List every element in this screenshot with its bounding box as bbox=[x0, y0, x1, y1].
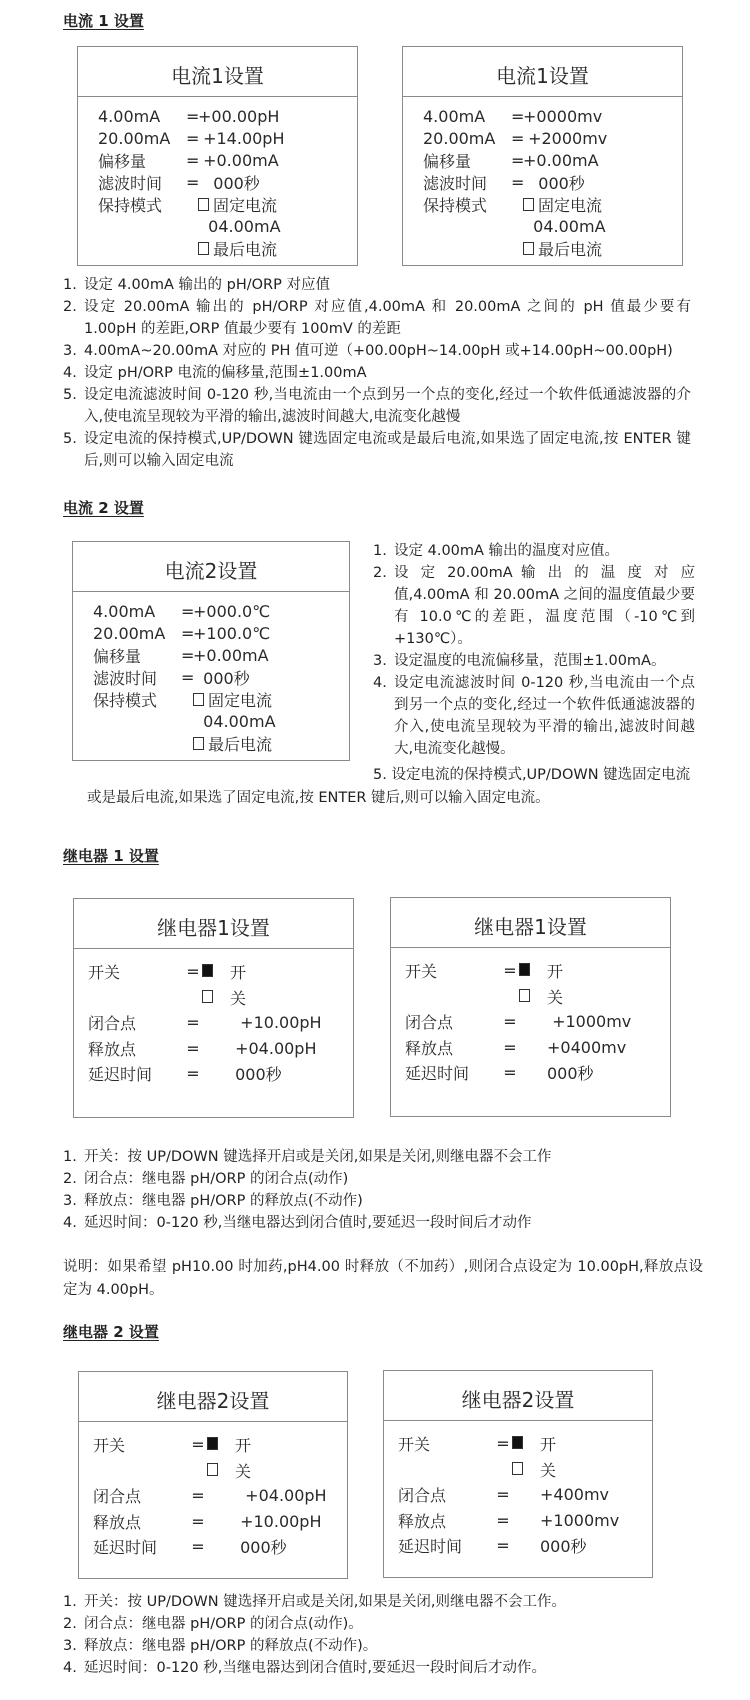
note-number: 3. bbox=[63, 343, 77, 359]
panel-row bbox=[391, 984, 670, 1010]
equals-sign: = bbox=[511, 172, 525, 192]
note-number: 5. bbox=[63, 387, 77, 403]
note-item bbox=[63, 1635, 703, 1657]
row-value: 开 bbox=[540, 1435, 557, 1455]
panel-row bbox=[403, 149, 682, 171]
panel-row bbox=[73, 732, 349, 754]
row-value: 000秒 bbox=[235, 1538, 287, 1558]
equals-sign: = bbox=[503, 961, 517, 981]
note-item bbox=[373, 562, 695, 650]
panel-row bbox=[79, 1458, 347, 1484]
row-label: 闭合点 bbox=[88, 1014, 137, 1034]
note-item bbox=[63, 384, 691, 428]
row-label: 20.00mA bbox=[98, 128, 171, 148]
panel-row bbox=[384, 1533, 652, 1559]
row-label: 开关 bbox=[405, 962, 438, 982]
row-label: 释放点 bbox=[405, 1038, 454, 1058]
panel-row bbox=[403, 237, 682, 259]
row-value: +400mv bbox=[540, 1485, 609, 1505]
relay1-explanation: 说明：如果希望 pH10.00 时加药,pH4.00 时释放（不加药）,则闭合点设定为 10.00pH,释放点设定为 4.00pH。 bbox=[63, 1259, 703, 1298]
note-text: 设定 4.00mA 输出的温度对应值。 bbox=[394, 543, 620, 559]
equals-sign: = bbox=[191, 1435, 205, 1455]
panel-row bbox=[78, 237, 357, 259]
checkbox-cell bbox=[519, 987, 547, 1006]
row-value: 000秒 bbox=[193, 668, 250, 688]
row-label: 偏移量 bbox=[93, 646, 142, 666]
panel-row bbox=[74, 1010, 353, 1036]
row-value: +100.0℃ bbox=[193, 623, 271, 643]
note-text: 设定电流滤波时间 0-120 秒,当电流由一个点到另一个点的变化,经过一个软件低通滤波器的介入,使电流呈现较为平滑的输出,滤波时间越大,电流变化越慢 bbox=[84, 387, 691, 425]
note-text: 设定温度的电流偏移量，范围±1.00mA。 bbox=[394, 653, 666, 669]
note-number: 2. bbox=[63, 1171, 77, 1187]
row-value: +10.00pH bbox=[235, 1511, 322, 1531]
equals-sign: = bbox=[191, 1486, 205, 1506]
row-label: 释放点 bbox=[398, 1511, 447, 1531]
checkbox-empty-icon bbox=[207, 1463, 218, 1476]
row-value: 开 bbox=[547, 962, 564, 982]
row-label: 延迟时间 bbox=[88, 1065, 153, 1085]
relay2-orp-panel bbox=[383, 1370, 653, 1578]
equals-sign: = bbox=[181, 601, 195, 621]
row-value: 000秒 bbox=[198, 173, 260, 193]
panel-row bbox=[73, 600, 349, 622]
checkbox-empty-icon bbox=[202, 990, 213, 1003]
panel-row bbox=[384, 1508, 652, 1534]
row-label: 闭合点 bbox=[398, 1486, 447, 1506]
panel-row bbox=[74, 1036, 353, 1062]
panel-row bbox=[391, 958, 670, 984]
row-label: 4.00mA bbox=[423, 106, 486, 126]
note-number: 2. bbox=[63, 1616, 77, 1632]
row-label: 4.00mA bbox=[93, 601, 156, 621]
note-text: 设 定 20.00mA 输 出 的 温 度 对 应 值,4.00mA 和 20.00mA 之间的温度值最少要有 10.0℃的差距，温度范围（-10℃到+130℃）。 bbox=[394, 565, 695, 647]
row-value: +0.00mA bbox=[523, 150, 599, 170]
note-text: 设定 20.00mA 输出的 pH/ORP 对应值,4.00mA 和 20.00mA 之间的 pH 值最少要有 1.00pH 的差距,ORP 值最少要有 100mV 的差距 bbox=[84, 299, 691, 337]
note-number: 2. bbox=[63, 299, 77, 315]
relay1-orp-panel bbox=[390, 897, 671, 1117]
equals-sign: = bbox=[186, 1038, 200, 1058]
row-label: 开关 bbox=[88, 963, 121, 983]
row-value: 000秒 bbox=[547, 1064, 594, 1084]
note-number: 1. bbox=[63, 1149, 77, 1165]
equals-sign: = bbox=[511, 128, 525, 148]
row-value: +04.00pH bbox=[235, 1486, 327, 1506]
panel-row bbox=[384, 1431, 652, 1457]
row-value: 000秒 bbox=[230, 1065, 282, 1085]
equals-sign: = bbox=[511, 150, 525, 170]
note-text: 开关：按 UP/DOWN 键选择开启或是关闭,如果是关闭,则继电器不会工作。 bbox=[84, 1594, 566, 1610]
row-value: +00.00pH bbox=[198, 106, 280, 126]
panel-row bbox=[79, 1432, 347, 1458]
row-label: 释放点 bbox=[88, 1039, 137, 1059]
note-text: 释放点：继电器 pH/ORP 的释放点(不动作)。 bbox=[84, 1638, 378, 1654]
note-item bbox=[63, 428, 691, 472]
panel-title: 继电器2设置 bbox=[384, 1371, 652, 1421]
panel-title: 继电器1设置 bbox=[391, 898, 670, 948]
row-value: +0400mv bbox=[547, 1037, 627, 1057]
row-value: +000.0℃ bbox=[193, 601, 271, 621]
checkbox-empty-icon bbox=[193, 693, 204, 706]
current1-notes bbox=[63, 274, 691, 472]
note-text: 4.00mA~20.00mA 对应的 PH 值可逆（+00.00pH~14.00pH 或+14.00pH~00.00pH) bbox=[84, 343, 673, 359]
row-value: 04.00mA bbox=[523, 216, 606, 236]
checkbox-checked-icon bbox=[202, 964, 213, 977]
note-text: 延迟时间：0-120 秒,当继电器达到闭合值时,要延迟一段时间后才动作 bbox=[84, 1215, 532, 1231]
note-number: 2. bbox=[373, 565, 387, 581]
checkbox-empty-icon bbox=[523, 198, 534, 211]
note-number: 4. bbox=[373, 675, 387, 691]
row-value: +04.00pH bbox=[230, 1038, 317, 1058]
row-label: 延迟时间 bbox=[93, 1538, 158, 1558]
equals-sign: = bbox=[186, 1064, 200, 1084]
panel-row bbox=[79, 1509, 347, 1535]
equals-sign: = bbox=[181, 667, 195, 687]
panel-title: 电流1设置 bbox=[78, 47, 357, 97]
note-item bbox=[63, 1212, 703, 1234]
checkbox-cell bbox=[202, 962, 230, 981]
row-value: +1000mv bbox=[540, 1510, 620, 1530]
note-item bbox=[63, 340, 691, 362]
row-label: 滤波时间 bbox=[98, 173, 163, 193]
equals-sign: = bbox=[181, 645, 195, 665]
equals-sign: = bbox=[496, 1510, 510, 1530]
panel-row bbox=[73, 666, 349, 688]
panel-row bbox=[73, 688, 349, 710]
panel-title: 电流1设置 bbox=[403, 47, 682, 97]
row-value: 最后电流 bbox=[538, 239, 603, 259]
equals-sign: = bbox=[503, 1063, 517, 1083]
row-label: 闭合点 bbox=[405, 1013, 454, 1033]
row-value: 04.00mA bbox=[193, 711, 276, 731]
relay1-notes bbox=[63, 1146, 703, 1234]
row-label: 20.00mA bbox=[93, 623, 166, 643]
note-text: 设定电流的保持模式,UP/DOWN 键选固定电流或是最后电流,如果选了固定电流,按 ENTER 键后,则可以输入固定电流 bbox=[84, 431, 691, 469]
panel-row bbox=[79, 1534, 347, 1560]
note-text: 延迟时间：0-120 秒,当继电器达到闭合值时,要延迟一段时间后才动作。 bbox=[84, 1660, 546, 1676]
panel-row bbox=[78, 105, 357, 127]
checkbox-empty-icon bbox=[519, 989, 530, 1002]
row-value: 固定电流 bbox=[213, 195, 278, 215]
note-number: 1. bbox=[63, 1594, 77, 1610]
section-heading-relay2: 继电器 2 设置 bbox=[63, 1323, 159, 1341]
panel-title: 继电器2设置 bbox=[79, 1372, 347, 1422]
relay2-ph-panel bbox=[78, 1371, 348, 1579]
row-value: 关 bbox=[235, 1461, 252, 1481]
current2-notes bbox=[373, 540, 695, 760]
row-label: 释放点 bbox=[93, 1512, 142, 1532]
note-number: 4. bbox=[63, 1215, 77, 1231]
note-item bbox=[373, 540, 695, 562]
note-text: 开关：按 UP/DOWN 键选择开启或是关闭,如果是关闭,则继电器不会工作 bbox=[84, 1149, 552, 1165]
row-value: +0.00mA bbox=[193, 645, 269, 665]
panel-title: 电流2设置 bbox=[73, 542, 349, 592]
row-value: +0.00mA bbox=[198, 150, 279, 170]
equals-sign: = bbox=[186, 150, 200, 170]
note-item bbox=[63, 296, 691, 340]
row-value: 固定电流 bbox=[208, 690, 273, 710]
panel-row bbox=[74, 985, 353, 1011]
row-value: 固定电流 bbox=[538, 195, 603, 215]
relay2-notes bbox=[63, 1591, 703, 1679]
row-label: 保持模式 bbox=[423, 195, 488, 215]
row-value: 04.00mA bbox=[198, 216, 281, 236]
equals-sign: = bbox=[511, 106, 525, 126]
equals-sign: = bbox=[496, 1434, 510, 1454]
checkbox-cell bbox=[512, 1460, 540, 1479]
panel-row bbox=[73, 644, 349, 666]
row-value: 最后电流 bbox=[208, 734, 273, 754]
equals-sign: = bbox=[186, 128, 200, 148]
current2-note-5: 5. 设定电流的保持模式,UP/DOWN 键选固定电流或是最后电流,如果选了固定电流,按 ENTER 键后,则可以输入固定电流。 bbox=[87, 767, 691, 806]
panel-row bbox=[74, 1061, 353, 1087]
panel-row bbox=[384, 1457, 652, 1483]
equals-sign: = bbox=[186, 106, 200, 126]
panel-row bbox=[391, 1035, 670, 1061]
checkbox-cell bbox=[207, 1435, 235, 1454]
note-number: 1. bbox=[63, 277, 77, 293]
equals-sign: = bbox=[503, 1012, 517, 1032]
checkbox-empty-icon bbox=[193, 737, 204, 750]
current1-orp-panel bbox=[402, 46, 683, 266]
checkbox-cell bbox=[207, 1461, 235, 1480]
row-label: 偏移量 bbox=[98, 151, 147, 171]
note-item bbox=[63, 362, 691, 384]
panel-row bbox=[403, 215, 682, 237]
note-number: 4. bbox=[63, 365, 77, 381]
row-value: +0000mv bbox=[523, 106, 603, 126]
panel-row bbox=[391, 1060, 670, 1086]
panel-row bbox=[74, 959, 353, 985]
note-number: 3. bbox=[63, 1193, 77, 1209]
current1-ph-panel bbox=[77, 46, 358, 266]
section-heading-current1: 电流 1 设置 bbox=[63, 12, 144, 30]
panel-row bbox=[403, 171, 682, 193]
row-label: 偏移量 bbox=[423, 151, 472, 171]
row-label: 延迟时间 bbox=[398, 1537, 463, 1557]
row-value: 000秒 bbox=[523, 173, 585, 193]
panel-row bbox=[403, 105, 682, 127]
row-value: 最后电流 bbox=[213, 239, 278, 259]
equals-sign: = bbox=[496, 1536, 510, 1556]
note-text: 闭合点：继电器 pH/ORP 的闭合点(动作) bbox=[84, 1171, 349, 1187]
panel-row bbox=[78, 171, 357, 193]
row-value: +2000mv bbox=[523, 128, 608, 148]
equals-sign: = bbox=[186, 1013, 200, 1033]
checkbox-empty-icon bbox=[198, 242, 209, 255]
row-value: 000秒 bbox=[540, 1537, 587, 1557]
note-item bbox=[63, 1146, 703, 1168]
note-item bbox=[373, 650, 695, 672]
row-label: 闭合点 bbox=[93, 1487, 142, 1507]
section-heading-relay1: 继电器 1 设置 bbox=[63, 847, 159, 865]
current2-temp-panel bbox=[72, 541, 350, 761]
panel-row bbox=[384, 1482, 652, 1508]
panel-row bbox=[403, 193, 682, 215]
checkbox-checked-icon bbox=[512, 1436, 523, 1449]
note-text: 释放点：继电器 pH/ORP 的释放点(不动作) bbox=[84, 1193, 363, 1209]
equals-sign: = bbox=[191, 1511, 205, 1531]
row-value: +1000mv bbox=[547, 1012, 632, 1032]
row-label: 20.00mA bbox=[423, 128, 496, 148]
panel-title: 继电器1设置 bbox=[74, 899, 353, 949]
panel-row bbox=[78, 149, 357, 171]
checkbox-empty-icon bbox=[523, 242, 534, 255]
note-item bbox=[63, 1591, 703, 1613]
panel-row bbox=[403, 127, 682, 149]
checkbox-empty-icon bbox=[198, 198, 209, 211]
note-item bbox=[63, 274, 691, 296]
equals-sign: = bbox=[186, 962, 200, 982]
note-number: 3. bbox=[63, 1638, 77, 1654]
note-text: 设定 pH/ORP 电流的偏移量,范围±1.00mA bbox=[84, 365, 367, 381]
row-label: 开关 bbox=[398, 1435, 431, 1455]
note-item bbox=[63, 1613, 703, 1635]
panel-row bbox=[78, 193, 357, 215]
panel-row bbox=[78, 215, 357, 237]
note-item bbox=[63, 1190, 703, 1212]
equals-sign: = bbox=[496, 1485, 510, 1505]
checkbox-cell bbox=[519, 961, 547, 980]
row-label: 滤波时间 bbox=[93, 668, 158, 688]
note-item bbox=[63, 1657, 703, 1679]
note-text: 设定电流滤波时间 0-120 秒,当电流由一个点到另一个点的变化,经过一个软件低通滤波器的介入,使电流呈现较为平滑的输出,滤波时间越大,电流变化越慢。 bbox=[394, 675, 695, 757]
note-item bbox=[373, 672, 695, 760]
checkbox-cell bbox=[202, 988, 230, 1007]
checkbox-empty-icon bbox=[512, 1462, 523, 1475]
checkbox-cell bbox=[512, 1434, 540, 1453]
row-label: 延迟时间 bbox=[405, 1064, 470, 1084]
row-value: 关 bbox=[547, 987, 564, 1007]
note-number: 3. bbox=[373, 653, 387, 669]
relay1-ph-panel bbox=[73, 898, 354, 1118]
equals-sign: = bbox=[186, 172, 200, 192]
checkbox-checked-icon bbox=[519, 963, 530, 976]
row-label: 滤波时间 bbox=[423, 173, 488, 193]
section-heading-current2: 电流 2 设置 bbox=[63, 499, 144, 517]
checkbox-checked-icon bbox=[207, 1437, 218, 1450]
note-number: 1. bbox=[373, 543, 387, 559]
equals-sign: = bbox=[181, 623, 195, 643]
row-value: 关 bbox=[230, 988, 247, 1008]
equals-sign: = bbox=[503, 1037, 517, 1057]
row-value: +14.00pH bbox=[198, 128, 285, 148]
note-text: 设定 4.00mA 输出的 pH/ORP 对应值 bbox=[84, 277, 330, 293]
panel-row bbox=[79, 1483, 347, 1509]
equals-sign: = bbox=[191, 1537, 205, 1557]
panel-row bbox=[73, 622, 349, 644]
note-number: 4. bbox=[63, 1660, 77, 1676]
row-label: 保持模式 bbox=[98, 195, 163, 215]
panel-row bbox=[391, 1009, 670, 1035]
row-label: 保持模式 bbox=[93, 690, 158, 710]
note-item bbox=[63, 1168, 703, 1190]
row-label: 4.00mA bbox=[98, 106, 161, 126]
note-text: 闭合点：继电器 pH/ORP 的闭合点(动作)。 bbox=[84, 1616, 363, 1632]
row-value: 开 bbox=[235, 1436, 252, 1456]
note-number: 5. bbox=[63, 431, 77, 447]
row-value: 关 bbox=[540, 1460, 557, 1480]
row-value: 开 bbox=[230, 963, 247, 983]
row-label: 开关 bbox=[93, 1436, 126, 1456]
panel-row bbox=[78, 127, 357, 149]
panel-row bbox=[73, 710, 349, 732]
row-value: +10.00pH bbox=[230, 1013, 322, 1033]
